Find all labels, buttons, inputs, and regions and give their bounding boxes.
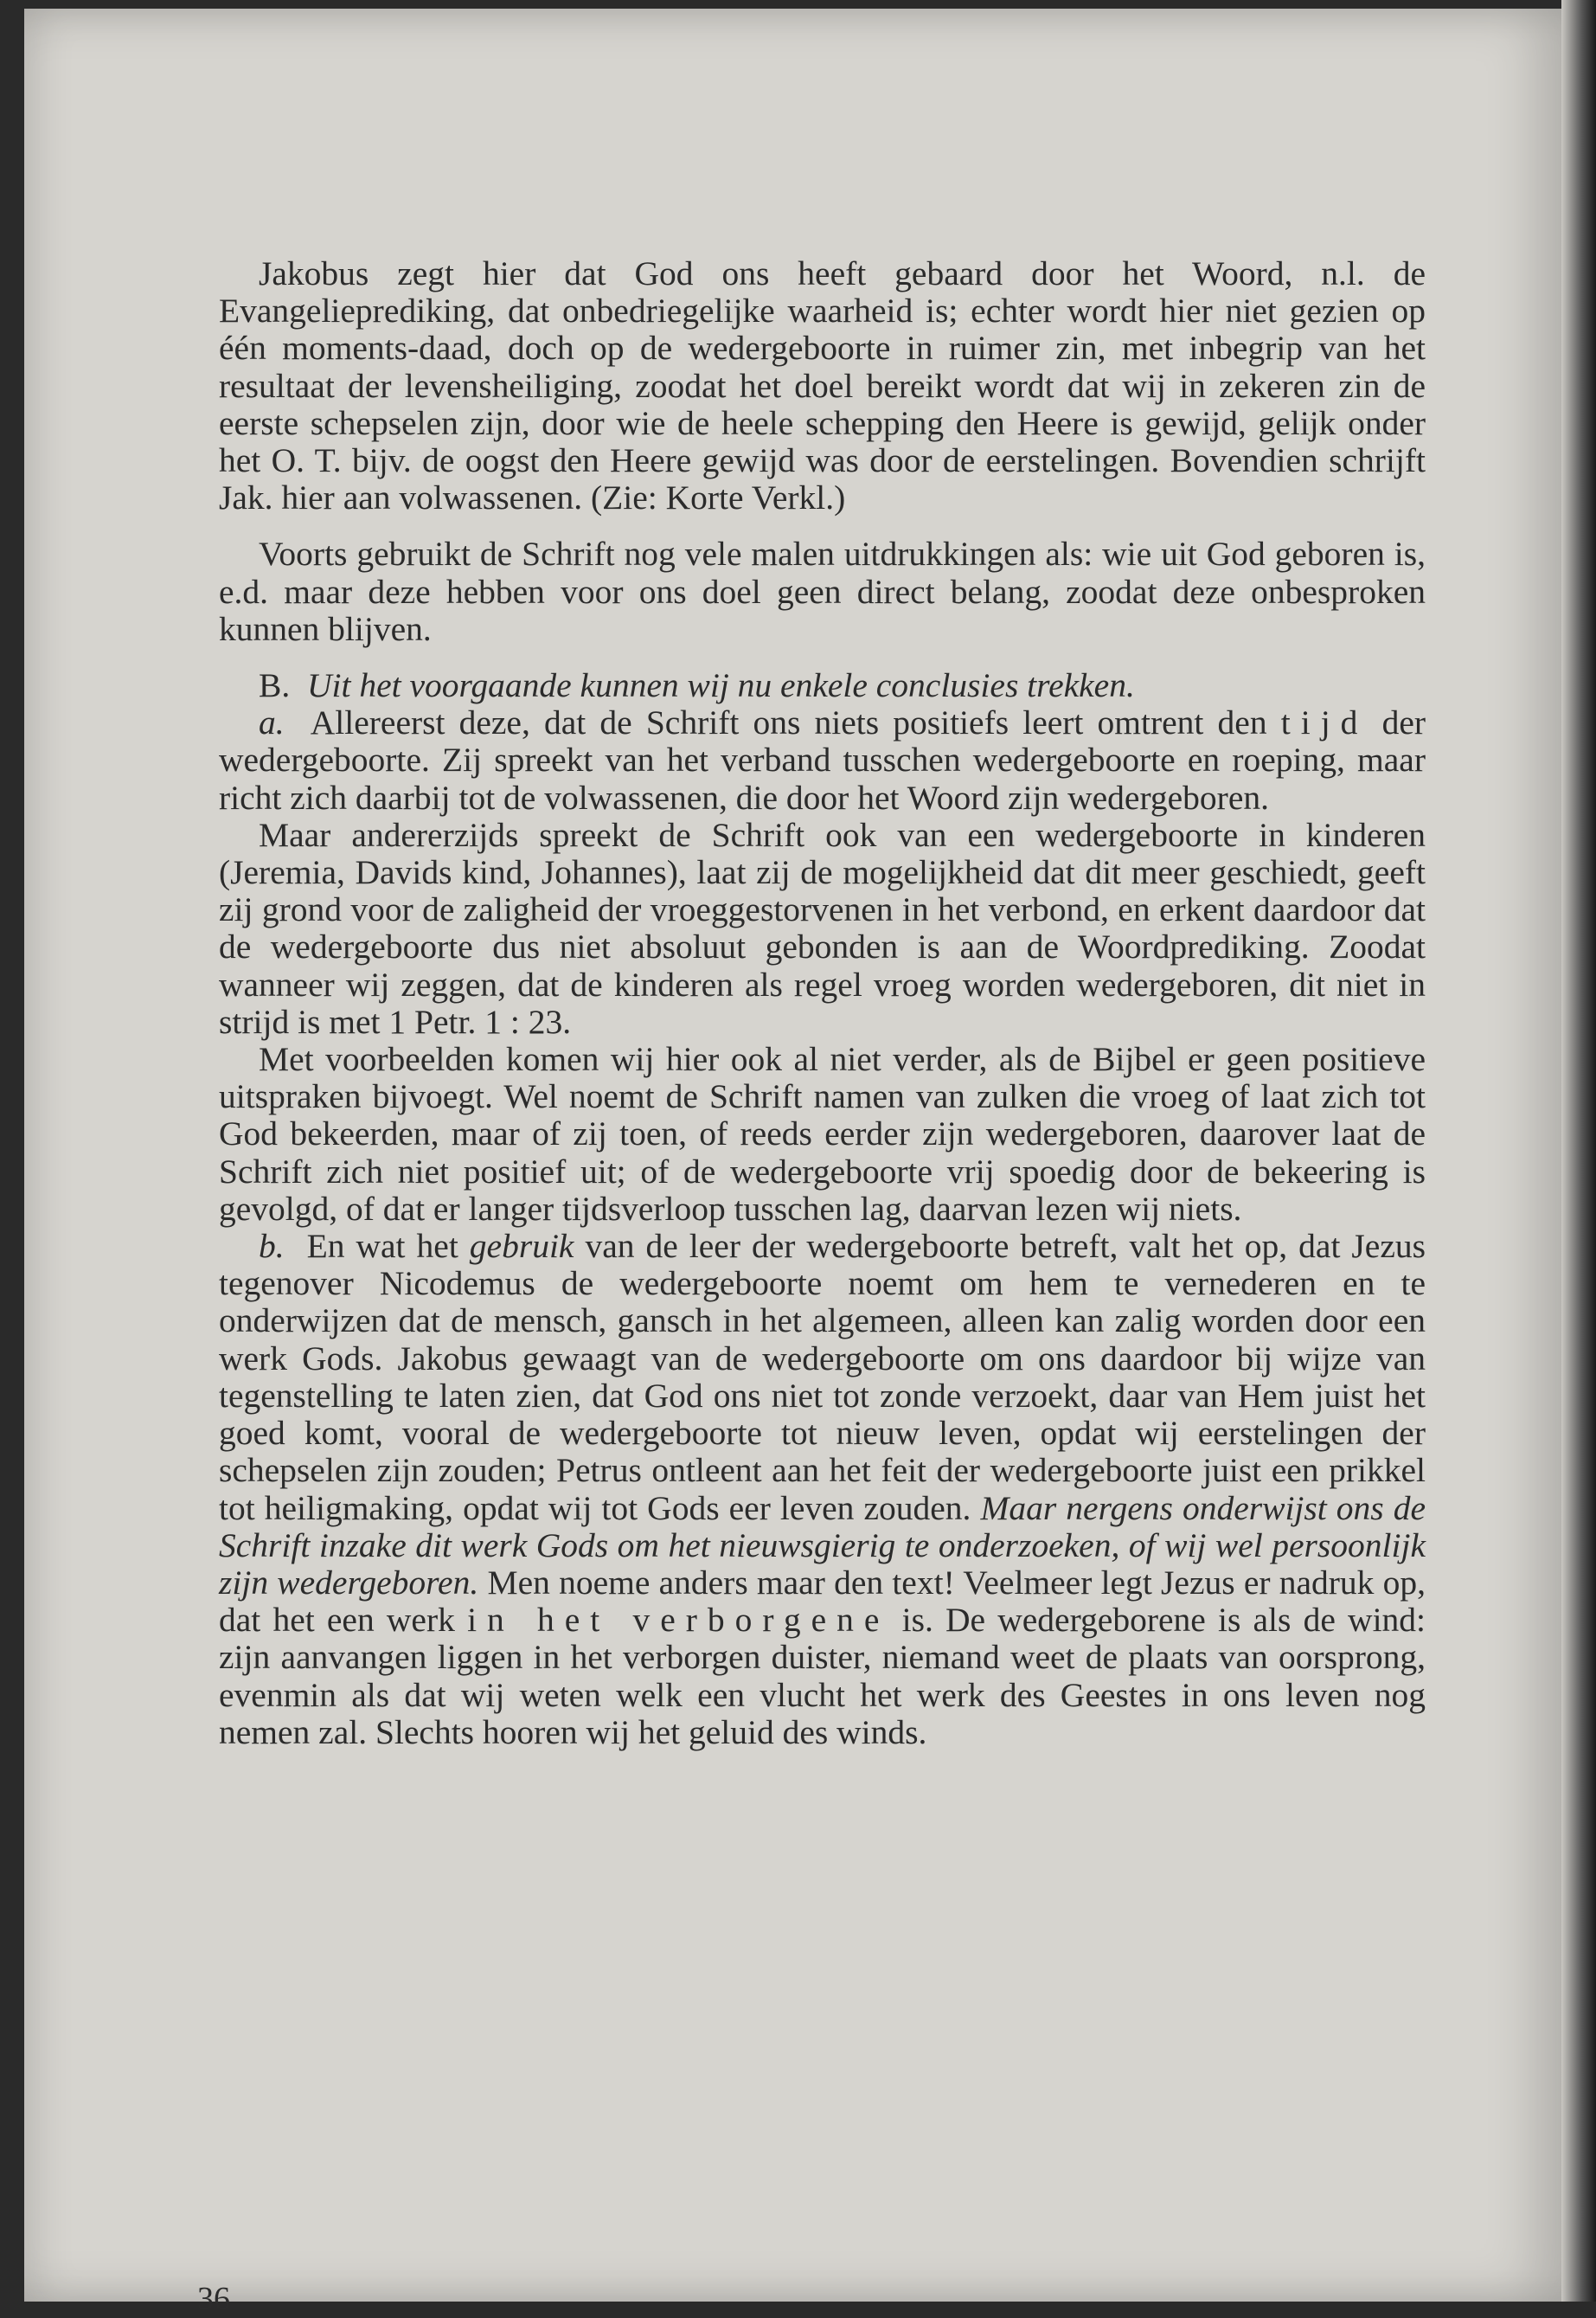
page-number: 36 <box>197 2281 230 2317</box>
emphasis-gebruik: gebruik <box>469 1227 574 1266</box>
spaced-emphasis: tijd <box>1280 703 1368 742</box>
emphasis-sentence: Maar nergens onderwijst ons de Schrift inzake dit werk Gods om het nieuwsgierig te onderzoeken, of wij wel persoonlijk zijn wedergeboren. <box>219 1488 1426 1602</box>
section-heading-b <box>219 667 1426 704</box>
paragraph-jakobus: Jakobus zegt hier dat God ons heeft gebaard door het Woord, n.l. de Evangelieprediking, dat onbedriegelijke waarheid is; echter wordt hier niet gezien op één moments-daad, doch op de wedergeboorte in ruimer zin, met inbegrip van het resultaat der levensheiliging, zoodat het doel bereikt wordt dat wij in zekeren zin de eerste schepselen zijn, door wie de heele schepping den Heere is gewijd, gelijk onder het O. T. bijv. de oogst den Heere gewijd was door de eerstelingen. Bovendien schrijft Jak. hier aan volwassenen. (Zie: Korte Verkl.) <box>219 254 1426 517</box>
spaced-emphasis: in het verborgene <box>467 1601 890 1640</box>
paragraph-b: b. En wat het gebruik van de leer der wedergeboorte betreft, valt het op, dat Jezus tegenover Nicodemus de wedergeboorte noemt om hem te vernederen en te onderwijzen dat de mensch, gansch in het algemeen, alleen kan zalig worden door een werk Gods. Jakobus gewaagt van de wedergeboorte om ons daardoor bij wijze van tegenstelling te laten zien, dat God ons niet tot zonde verzoekt, daar van Hem juist het goed komt, vooral de wedergeboorte tot nieuw leven, opdat wij eerstelingen der schepselen zijn zouden; Petrus ontleent aan het feit der wedergeboorte juist een prikkel tot heiligmaking, opdat wij tot Gods eer leven zouden. Maar nergens onderwijst ons de Schrift inzake dit werk Gods om het nieuwsgierig te onderzoeken, of wij wel persoonlijk zijn wedergeboren. Men noeme anders maar den text! Veelmeer legt Jezus er nadruk op, dat het een werk in het verborgene is. De wedergeborene is als de wind: zijn aanvangen liggen in het verborgen duister, niemand weet de plaats van oorsprong, evenmin als dat wij weten welk een vlucht het werk des Geestes in ons leven nog nemen zal. Slechts hooren wij het geluid des winds. <box>219 1227 1426 1751</box>
page-body <box>219 255 1426 1751</box>
paragraph-voorbeelden: Met voorbeelden komen wij hier ook al niet verder, als de Bijbel er geen positieve uitspraken bijvoegt. Wel noemt de Schrift namen van zulken die vroeg of laat zich tot God bekeerden, maar of zij toen, of reeds eerder zijn wedergeboren, daarover laat de Schrift zich niet positief uit; of de wedergeboorte vrij spoedig door de bekeering is gevolgd, of dat er langer tijdsverloop tusschen lag, daarvan lezen wij niets. <box>219 1040 1426 1228</box>
list-label-a: a. <box>259 703 285 742</box>
book-page <box>24 9 1573 2317</box>
section-label: B. <box>259 666 291 705</box>
paragraph-voorts: Voorts gebruikt de Schrift nog vele malen uitdrukkingen als: wie uit God geboren is, e.d. maar deze hebben voor ons doel geen direct belang, zoodat deze onbesproken kunnen blijven. <box>219 535 1426 648</box>
section-heading-text: Uit het voorgaande kunnen wij nu enkele conclusies trekken. <box>306 666 1135 705</box>
paragraph-maar: Maar andererzijds spreekt de Schrift ook van een wedergeboorte in kinderen (Jeremia, Davids kind, Johannes), laat zij de mogelijkheid dat dit meer geschiedt, geeft zij grond voor de zaligheid der vroeggestorvenen in het verbond, en erkent daardoor dat de wedergeboorte dus niet absoluut gebonden is aan de Woordprediking. Zoodat wanneer wij zeggen, dat de kinderen als regel vroeg worden wedergeboren, dit niet in strijd is met 1 Petr. 1 : 23. <box>219 815 1426 1041</box>
book-binding-edge <box>1561 0 1596 2302</box>
paragraph-a: a. Allereerst deze, dat de Schrift ons niets positiefs leert omtrent den tijd der wedergeboorte. Zij spreekt van het verband tusschen wedergeboorte en roeping, maar richt zich daarbij tot de volwassenen, die door het Woord zijn wedergeboren. <box>219 703 1426 817</box>
list-label-b: b. <box>259 1227 285 1266</box>
